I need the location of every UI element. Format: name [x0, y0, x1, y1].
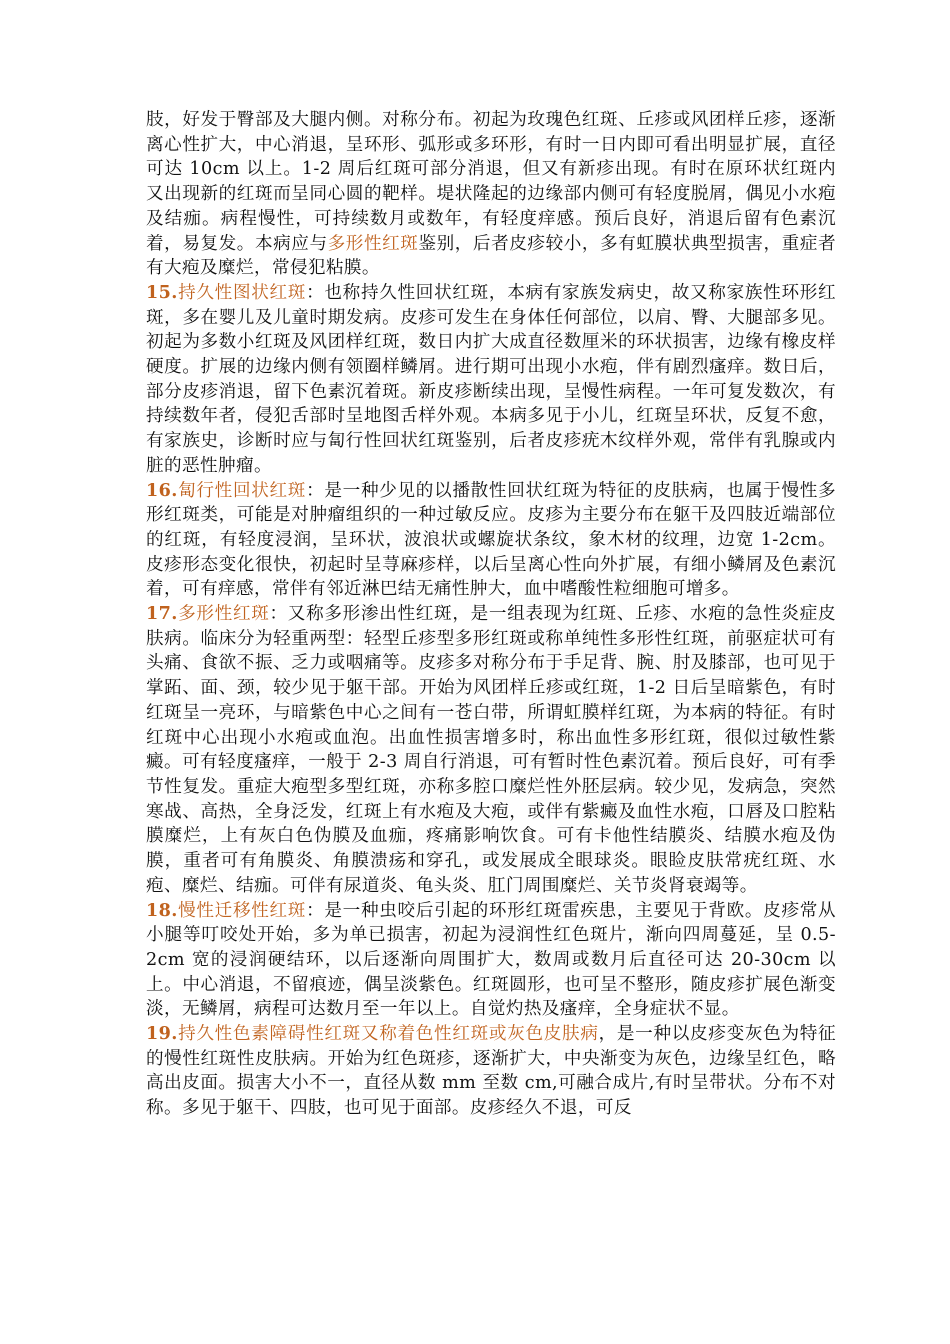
- section-number: 18.: [146, 899, 178, 921]
- intro-text-after: 鉴别，后者皮疹较小，多有虹膜状典型损害，重症者有大疱及糜烂，常侵犯粘膜。: [146, 233, 836, 279]
- intro-text-before: 肢，好发于臀部及大腿内侧。对称分布。初起为玫瑰色红斑、丘疹或风团样丘疹，逐渐离心性扩大，中心消退，呈环形、弧形或多环形，有时一日内即可看出明显扩展，直径可达 10cm 以上。1-2 周后红斑可部分消退，但又有新疹出现。有时在原环状红斑内又出现新的红斑而呈同心圆的靶样。堤状隆起的边缘部内侧可有轻度脱屑，偶见小水疱及结痂。病程慢性，可持续数月或数年，有轻度痒感。预后良好，消退后留有色素沉着，易复发。本病应与: [146, 110, 836, 254]
- section-number: 16.: [146, 479, 178, 501]
- intro-paragraph: [146, 108, 836, 281]
- section-15: [146, 281, 836, 479]
- section-body: ，是一种以皮疹变灰色为特征的慢性红斑性皮肤病。开始为红色斑疹，逐渐扩大，中央渐变为灰色，边缘呈红色，略高出皮面。损害大小不一，直径从数 mm 至数 cm,可融合成片,有时呈带状。分布不对称。多见于躯干、四肢，也可见于面部。皮疹经久不退，可反: [146, 1024, 836, 1119]
- section-title: 持久性色素障碍性红斑又称着色性红斑或灰色皮肤病: [177, 1024, 599, 1045]
- section-body: ：是一种少见的以播散性回状红斑为特征的皮肤病，也属于慢性多形红斑类，可能是对肿瘤组织的一种过敏反应。皮疹为主要分布在躯干及四肢近端部位的红斑，有轻度浸润，呈环状，波浪状或螺旋状条纹，象木材的纹理，边宽 1-2cm。皮疹形态变化很快，初起时呈荨麻疹样，以后呈离心性向外扩展，有细小鳞屑及色素沉着，可有痒感，常伴有邻近淋巴结无痛性肿大，血中嗜酸性粒细胞可增多。: [146, 480, 836, 600]
- intro-link-erythema-multiforme[interactable]: 多形性红斑: [327, 233, 419, 254]
- section-body: ：也称持久性回状红斑，本病有家族发病史，故又称家族性环形红斑，多在婴儿及儿童时期发病。皮疹可发生在身体任何部位，以肩、臀、大腿部多见。初起为多数小红斑及风团样红斑，数日内扩大成直径数厘米的环状损害，边缘有橡皮样硬度。扩展的边缘内侧有领圈样鳞屑。进行期可出现小水疱，伴有剧烈瘙痒。数日后，部分皮疹消退，留下色素沉着斑。新皮疹断续出现，呈慢性病程。一年可复发数次，有持续数年者，侵犯舌部时呈地图舌样外观。本病多见于小儿，红斑呈环状，反复不愈，有家族史，诊断时应与匐行性回状红斑鉴别，后者皮疹疣木纹样外观，常伴有乳腺或内脏的恶性肿瘤。: [146, 282, 836, 476]
- section-title: 匐行性回状红斑: [177, 480, 307, 501]
- document-page: [146, 108, 836, 1121]
- section-body: ：又称多形渗出性红斑，是一组表现为红斑、丘疹、水疱的急性炎症皮肤病。临床分为轻重两型：轻型丘疹型多形红斑或称单纯性多形性红斑，前驱症状可有头痛、食欲不振、乏力或咽痛等。皮疹多对称分布于手足背、腕、肘及膝部，也可见于掌跖、面、颈，较少见于躯干部。开始为风团样丘疹或红斑，1-2 日后呈暗紫色，有时红斑呈一亮环，与暗紫色中心之间有一苍白带，所谓虹膜样红斑，为本病的特征。有时红斑中心出现小水疱或血泡。出血性损害增多时，称出血性多形红斑，很似过敏性紫癜。可有轻度瘙痒，一般于 2-3 周自行消退，可有暂时性色素沉着。预后良好，可有季节性复发。重症大疱型多型红斑，亦称多腔口糜烂性外胚层病。较少见，发病急，突然寒战、高热，全身泛发，红斑上有水疱及大疱，或伴有紫癜及血性水疱，口唇及口腔粘膜糜烂，上有灰白色伪膜及血痂，疼痛影响饮食。可有卡他性结膜炎、结膜水疱及伪膜，重者可有角膜炎、角膜溃疡和穿孔，或发展成全眼球炎。眼睑皮肤常疣红斑、水疱、糜烂、结痂。可伴有尿道炎、龟头炎、肛门周围糜烂、关节炎肾衰竭等。: [146, 604, 836, 896]
- section-body: ：是一种虫咬后引起的环形红斑雷疾患，主要见于背欧。皮疹常从小腿等叮咬处开始，多为单已损害，初起为浸润性红色斑片，渐向四周蔓延，呈 0.5-2cm 宽的浸润硬结环，以后逐渐向周围扩大，数周或数月后直径可达 20-30cm 以上。中心消退，不留痕迹，偶呈淡紫色。红斑圆形，也可呈不整形，随皮疹扩展色渐变淡，无鳞屑，病程可达数月至一年以上。自觉灼热及瘙痒，全身症状不显。: [146, 900, 836, 1020]
- section-title: 多形性红斑: [177, 604, 270, 625]
- section-19: [146, 1022, 836, 1121]
- section-title: 慢性迁移性红斑: [177, 900, 307, 921]
- section-number: 17.: [146, 603, 178, 625]
- section-number: 19.: [146, 1023, 178, 1045]
- section-16: [146, 479, 836, 603]
- section-17: [146, 602, 836, 898]
- section-number: 15.: [146, 281, 178, 303]
- section-18: [146, 899, 836, 1023]
- section-title: 持久性图状红斑: [177, 282, 307, 303]
